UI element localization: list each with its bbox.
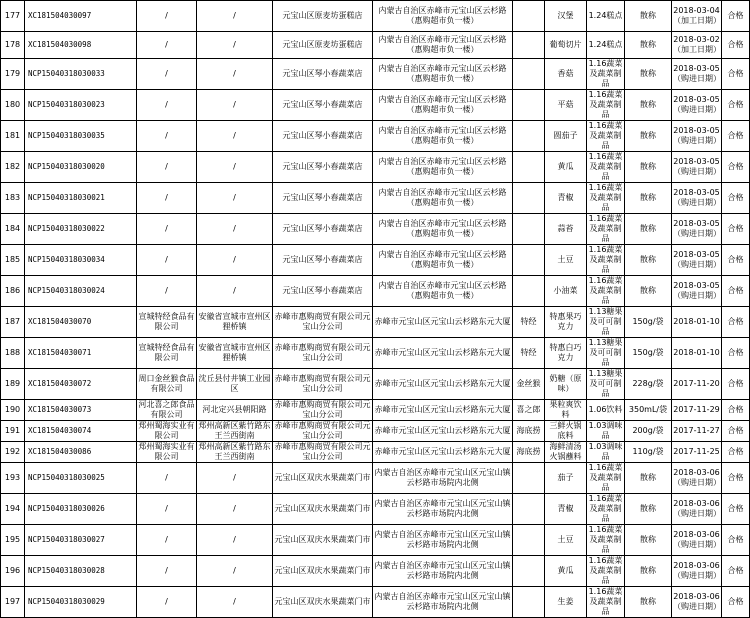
table-row	[1, 307, 750, 338]
seller-address-cell: 赤峰市元宝山区元宝山云杉路东元大厦	[373, 442, 513, 463]
result-cell: 合格	[722, 90, 750, 121]
date-cell: 2017-11-25	[672, 442, 722, 463]
producer-cell: /	[137, 90, 197, 121]
seller-address-cell: 赤峰市元宝山区元宝山云杉路东元大厦	[373, 421, 513, 442]
table-row	[1, 245, 750, 276]
producer-address-cell: 河北定兴县朝阳路	[197, 400, 273, 421]
spec-cell: 散称	[625, 1, 672, 32]
brand-cell: 金丝猴	[513, 369, 545, 400]
seller-address-cell: 内蒙古自治区赤峰市元宝山区云杉路（惠购超市负一楼）	[373, 245, 513, 276]
seller-cell: 元宝山区琴小春蔬菜店	[273, 59, 373, 90]
seller-address-cell: 内蒙古自治区赤峰市元宝山区元宝山镇云杉路市场院内北侧	[373, 463, 513, 494]
category-cell: 1.13糖果及可可制品	[587, 369, 625, 400]
category-cell: 1.16蔬菜及蔬菜制品	[587, 245, 625, 276]
producer-address-cell: /	[197, 587, 273, 618]
food-name-cell: 汉堡	[545, 1, 587, 32]
category-cell: 1.16蔬菜及蔬菜制品	[587, 59, 625, 90]
spec-cell: 散称	[625, 276, 672, 307]
result-cell: 合格	[722, 421, 750, 442]
food-name-cell: 三鲜火锅底料	[545, 421, 587, 442]
seller-cell: 元宝山区原麦坊蛋糕店	[273, 32, 373, 59]
seller-address-cell: 赤峰市元宝山区元宝山云杉路东元大厦	[373, 369, 513, 400]
food-name-cell: 黄瓜	[545, 556, 587, 587]
spec-cell: 散称	[625, 245, 672, 276]
date-cell: 2018-03-06（购进日期）	[672, 494, 722, 525]
date-cell: 2018-03-05（购进日期）	[672, 59, 722, 90]
sample-code-cell: XC181504030086	[25, 442, 137, 463]
spec-cell: 200g/袋	[625, 421, 672, 442]
seller-address-cell: 内蒙古自治区赤峰市元宝山区云杉路（惠购超市负一楼）	[373, 276, 513, 307]
result-cell: 合格	[722, 276, 750, 307]
seller-cell: 元宝山区琴小春蔬菜店	[273, 152, 373, 183]
table-row	[1, 369, 750, 400]
producer-address-cell: /	[197, 32, 273, 59]
row-number-cell: 185	[1, 245, 25, 276]
sample-code-cell: NCP15040318030034	[25, 245, 137, 276]
brand-cell: 喜之郎	[513, 400, 545, 421]
producer-address-cell: 郑州高新区紫竹路东王兰西街南	[198, 421, 271, 440]
result-cell: 合格	[722, 32, 750, 59]
brand-cell	[513, 183, 545, 214]
spec-cell: 散称	[625, 214, 672, 245]
seller-address-cell: 内蒙古自治区赤峰市元宝山区云杉路（惠购超市负一楼）	[373, 183, 513, 214]
table-row	[1, 90, 750, 121]
table-row	[1, 587, 750, 618]
sample-code-cell: NCP15040318030033	[25, 59, 137, 90]
table-row	[1, 183, 750, 214]
result-cell: 合格	[722, 442, 750, 463]
table-row	[1, 525, 750, 556]
result-cell: 合格	[722, 121, 750, 152]
producer-cell: /	[137, 152, 197, 183]
brand-cell	[513, 245, 545, 276]
brand-cell: 海底捞	[513, 442, 545, 463]
category-cell: 1.24糕点	[587, 1, 625, 32]
date-cell: 2018-03-04（加工日期）	[672, 1, 722, 32]
category-cell: 1.03调味品	[587, 442, 625, 463]
spec-cell: 350mL/袋	[625, 400, 672, 421]
producer-address-cell: /	[197, 245, 273, 276]
brand-cell	[513, 90, 545, 121]
seller-address-cell: 内蒙古自治区赤峰市元宝山区云杉路（惠购超市负一楼）	[373, 90, 513, 121]
brand-cell	[513, 494, 545, 525]
food-name-cell: 茄子	[545, 463, 587, 494]
category-cell: 1.16蔬菜及蔬菜制品	[587, 214, 625, 245]
producer-address-cell: /	[197, 463, 273, 494]
seller-cell: 赤峰市惠购商贸有限公司元宝山分公司	[274, 421, 371, 440]
date-cell: 2017-11-27	[672, 421, 722, 442]
producer-address-cell: 安徽省宣城市宣州区狸桥镇	[197, 338, 273, 369]
seller-address-cell: 内蒙古自治区赤峰市元宝山区云杉路（惠购超市负一楼）	[373, 32, 513, 59]
brand-cell	[513, 32, 545, 59]
spec-cell: 散称	[625, 152, 672, 183]
seller-address-cell: 赤峰市元宝山区元宝山云杉路东元大厦	[373, 338, 513, 369]
date-cell: 2018-03-02（加工日期）	[672, 32, 722, 59]
date-cell: 2017-11-29	[672, 400, 722, 421]
date-cell: 2017-11-20	[672, 369, 722, 400]
producer-cell: /	[137, 214, 197, 245]
food-name-cell: 黄瓜	[545, 152, 587, 183]
producer-address-cell: /	[197, 494, 273, 525]
seller-cell: 元宝山区原麦坊蛋糕店	[273, 1, 373, 32]
sample-code-cell: XC181504030070	[25, 307, 137, 338]
producer-address-cell: /	[197, 214, 273, 245]
food-name-cell: 葡萄切片	[545, 32, 587, 59]
sample-code-cell: NCP15040318030024	[25, 276, 137, 307]
row-number-cell: 178	[1, 32, 25, 59]
producer-address-cell: /	[197, 556, 273, 587]
row-number-cell: 183	[1, 183, 25, 214]
table-row	[1, 421, 750, 442]
producer-cell: /	[137, 556, 197, 587]
row-number-cell: 194	[1, 494, 25, 525]
producer-address-cell: /	[197, 525, 273, 556]
seller-address-cell: 内蒙古自治区赤峰市元宝山区云杉路（惠购超市负一楼）	[373, 152, 513, 183]
brand-cell	[513, 59, 545, 90]
seller-address-cell: 内蒙古自治区赤峰市元宝山区元宝山镇云杉路市场院内北侧	[373, 556, 513, 587]
food-name-cell: 青椒	[545, 494, 587, 525]
brand-cell: 海底捞	[513, 421, 545, 442]
sample-code-cell: NCP15040318030027	[25, 525, 137, 556]
spec-cell: 散称	[625, 587, 672, 618]
date-cell: 2018-03-05（购进日期）	[672, 183, 722, 214]
producer-address-cell: /	[197, 183, 273, 214]
row-number-cell: 188	[1, 338, 25, 369]
producer-cell: /	[137, 494, 197, 525]
row-number-cell: 184	[1, 214, 25, 245]
row-number-cell: 195	[1, 525, 25, 556]
category-cell: 1.03调味品	[587, 421, 625, 442]
spec-cell: 散称	[625, 59, 672, 90]
spec-cell: 散称	[625, 556, 672, 587]
food-name-cell: 土豆	[545, 525, 587, 556]
sample-code-cell: NCP15040318030035	[25, 121, 137, 152]
producer-cell: /	[137, 525, 197, 556]
date-cell: 2018-03-06（购进日期）	[672, 556, 722, 587]
brand-cell	[513, 121, 545, 152]
seller-cell: 元宝山区琴小春蔬菜店	[273, 183, 373, 214]
producer-address-cell: /	[197, 152, 273, 183]
producer-cell: /	[137, 1, 197, 32]
food-name-cell: 蒜苔	[545, 214, 587, 245]
producer-cell: /	[137, 183, 197, 214]
producer-cell: 宣城特经食品有限公司	[137, 307, 197, 338]
producer-address-cell: /	[197, 1, 273, 32]
producer-address-cell: /	[197, 121, 273, 152]
producer-address-cell: 沈丘县付井镇工业园区	[197, 369, 273, 400]
spec-cell: 150g/袋	[625, 307, 672, 338]
result-cell: 合格	[722, 1, 750, 32]
seller-cell: 元宝山区琴小春蔬菜店	[273, 214, 373, 245]
producer-cell: 河北喜之郎食品有限公司	[138, 400, 195, 419]
producer-cell: /	[137, 276, 197, 307]
category-cell: 1.16蔬菜及蔬菜制品	[587, 556, 625, 587]
seller-cell: 赤峰市惠购商贸有限公司元宝山分公司	[273, 307, 373, 338]
brand-cell: 特经	[513, 307, 545, 338]
date-cell: 2018-03-05（购进日期）	[672, 276, 722, 307]
food-name-cell: 香菇	[545, 59, 587, 90]
category-cell: 1.16蔬菜及蔬菜制品	[587, 90, 625, 121]
category-cell: 1.13糖果及可可制品	[587, 307, 625, 338]
result-cell: 合格	[722, 525, 750, 556]
row-number-cell: 197	[1, 587, 25, 618]
brand-cell	[513, 1, 545, 32]
spec-cell: 散称	[625, 525, 672, 556]
result-cell: 合格	[722, 494, 750, 525]
sample-code-cell: XC181504030098	[25, 32, 137, 59]
category-cell: 1.16蔬菜及蔬菜制品	[587, 525, 625, 556]
row-number-cell: 192	[1, 442, 25, 463]
seller-cell: 元宝山区琴小春蔬菜店	[273, 121, 373, 152]
producer-cell: 周口金丝猴食品有限公司	[137, 369, 197, 400]
seller-address-cell: 赤峰市元宝山区元宝山云杉路东元大厦	[373, 307, 513, 338]
result-cell: 合格	[722, 338, 750, 369]
producer-address-cell: /	[197, 276, 273, 307]
seller-address-cell: 内蒙古自治区赤峰市元宝山区元宝山镇云杉路市场院内北侧	[373, 587, 513, 618]
date-cell: 2018-01-10	[672, 307, 722, 338]
food-name-cell: 青椒	[545, 183, 587, 214]
brand-cell	[513, 214, 545, 245]
food-name-cell: 生姜	[545, 587, 587, 618]
seller-cell: 赤峰市惠购商贸有限公司元宝山分公司	[274, 442, 371, 461]
food-name-cell: 特惠果巧克力	[545, 307, 587, 338]
date-cell: 2018-03-05（购进日期）	[672, 121, 722, 152]
sample-code-cell: XC181504030073	[25, 400, 137, 421]
seller-address-cell: 赤峰市元宝山区元宝山云杉路东元大厦	[373, 400, 513, 421]
category-cell: 1.16蔬菜及蔬菜制品	[587, 152, 625, 183]
sample-code-cell: NCP15040318030022	[25, 214, 137, 245]
table-row	[1, 338, 750, 369]
spec-cell: 散称	[625, 121, 672, 152]
spec-cell: 228g/袋	[625, 369, 672, 400]
row-number-cell: 187	[1, 307, 25, 338]
food-name-cell: 土豆	[545, 245, 587, 276]
spec-cell: 散称	[625, 494, 672, 525]
seller-cell: 元宝山区双庆水果蔬菜门市	[273, 587, 373, 618]
producer-cell: 郑州蜀海实业有限公司	[138, 442, 195, 461]
producer-address-cell: 安徽省宣城市宣州区狸桥镇	[197, 307, 273, 338]
result-cell: 合格	[722, 245, 750, 276]
category-cell: 1.06饮料	[587, 400, 625, 421]
sample-code-cell: XC181504030074	[25, 421, 137, 442]
result-cell: 合格	[722, 400, 750, 421]
result-cell: 合格	[722, 556, 750, 587]
sample-code-cell: NCP15040318030025	[25, 463, 137, 494]
seller-address-cell: 内蒙古自治区赤峰市元宝山区云杉路（惠购超市负一楼）	[373, 59, 513, 90]
row-number-cell: 189	[1, 369, 25, 400]
category-cell: 1.16蔬菜及蔬菜制品	[587, 276, 625, 307]
seller-cell: 赤峰市惠购商贸有限公司元宝山分公司	[273, 369, 373, 400]
sample-code-cell: NCP15040318030021	[25, 183, 137, 214]
result-cell: 合格	[722, 59, 750, 90]
row-number-cell: 177	[1, 1, 25, 32]
brand-cell	[513, 276, 545, 307]
result-cell: 合格	[722, 369, 750, 400]
food-name-cell: 特惠白巧克力	[545, 338, 587, 369]
row-number-cell: 190	[1, 400, 25, 421]
seller-cell: 元宝山区琴小春蔬菜店	[273, 90, 373, 121]
table-row	[1, 214, 750, 245]
date-cell: 2018-03-06（购进日期）	[672, 587, 722, 618]
spec-cell: 110g/袋	[625, 442, 672, 463]
date-cell: 2018-03-06（购进日期）	[672, 463, 722, 494]
category-cell: 1.16蔬菜及蔬菜制品	[587, 183, 625, 214]
date-cell: 2018-03-05（购进日期）	[672, 245, 722, 276]
seller-cell: 元宝山区双庆水果蔬菜门市	[273, 556, 373, 587]
producer-address-cell: /	[197, 90, 273, 121]
food-name-cell: 小油菜	[545, 276, 587, 307]
food-name-cell: 奶糖（原味）	[545, 369, 587, 400]
seller-cell: 元宝山区琴小春蔬菜店	[273, 276, 373, 307]
brand-cell: 特经	[513, 338, 545, 369]
food-name-cell: 海鲜清汤火锅蘸料	[545, 442, 587, 463]
table-row	[1, 121, 750, 152]
producer-cell: /	[137, 121, 197, 152]
category-cell: 1.13糖果及可可制品	[587, 338, 625, 369]
producer-cell: /	[137, 245, 197, 276]
date-cell: 2018-03-05（购进日期）	[672, 90, 722, 121]
spec-cell: 散称	[625, 90, 672, 121]
seller-cell: 赤峰市惠购商贸有限公司元宝山分公司	[273, 338, 373, 369]
table-row	[1, 442, 750, 463]
producer-cell: 宣城特经食品有限公司	[137, 338, 197, 369]
category-cell: 1.16蔬菜及蔬菜制品	[587, 587, 625, 618]
brand-cell	[513, 525, 545, 556]
sample-code-cell: NCP15040318030020	[25, 152, 137, 183]
category-cell: 1.16蔬菜及蔬菜制品	[587, 494, 625, 525]
brand-cell	[513, 152, 545, 183]
producer-cell: /	[137, 463, 197, 494]
spec-cell: 散称	[625, 183, 672, 214]
spec-cell: 散称	[625, 32, 672, 59]
food-name-cell: 果粒爽饮料	[545, 400, 587, 421]
result-cell: 合格	[722, 587, 750, 618]
producer-address-cell: /	[197, 59, 273, 90]
seller-cell: 元宝山区琴小春蔬菜店	[273, 245, 373, 276]
seller-cell: 元宝山区双庆水果蔬菜门市	[273, 463, 373, 494]
sample-code-cell: XC181504030097	[25, 1, 137, 32]
row-number-cell: 191	[1, 421, 25, 442]
producer-cell: /	[137, 59, 197, 90]
result-cell: 合格	[722, 214, 750, 245]
table-row	[1, 152, 750, 183]
table-row	[1, 494, 750, 525]
result-cell: 合格	[722, 152, 750, 183]
producer-address-cell: 郑州高新区紫竹路东王兰西街南	[198, 442, 271, 461]
table-row	[1, 276, 750, 307]
producer-cell: /	[137, 32, 197, 59]
brand-cell	[513, 463, 545, 494]
seller-address-cell: 内蒙古自治区赤峰市元宝山区元宝山镇云杉路市场院内北侧	[373, 525, 513, 556]
seller-address-cell: 内蒙古自治区赤峰市元宝山区云杉路（惠购超市负一楼）	[373, 1, 513, 32]
seller-address-cell: 内蒙古自治区赤峰市元宝山区云杉路（惠购超市负一楼）	[373, 121, 513, 152]
result-cell: 合格	[722, 183, 750, 214]
category-cell: 1.16蔬菜及蔬菜制品	[587, 463, 625, 494]
brand-cell	[513, 587, 545, 618]
food-name-cell: 圆茄子	[545, 121, 587, 152]
date-cell: 2018-03-05（购进日期）	[672, 214, 722, 245]
table-row	[1, 400, 750, 421]
row-number-cell: 193	[1, 463, 25, 494]
producer-cell: 郑州蜀海实业有限公司	[138, 421, 195, 440]
table-body	[1, 1, 750, 618]
seller-cell: 元宝山区双庆水果蔬菜门市	[273, 494, 373, 525]
row-number-cell: 179	[1, 59, 25, 90]
spec-cell: 150g/袋	[625, 338, 672, 369]
sample-code-cell: NCP15040318030028	[25, 556, 137, 587]
result-cell: 合格	[722, 463, 750, 494]
row-number-cell: 181	[1, 121, 25, 152]
category-cell: 1.24糕点	[587, 32, 625, 59]
sample-code-cell: NCP15040318030029	[25, 587, 137, 618]
table-row	[1, 1, 750, 32]
table-row	[1, 463, 750, 494]
producer-cell: /	[137, 587, 197, 618]
row-number-cell: 196	[1, 556, 25, 587]
sample-code-cell: NCP15040318030026	[25, 494, 137, 525]
sample-code-cell: XC181504030071	[25, 338, 137, 369]
date-cell: 2018-01-10	[672, 338, 722, 369]
seller-address-cell: 内蒙古自治区赤峰市元宝山区元宝山镇云杉路市场院内北侧	[373, 494, 513, 525]
category-cell: 1.16蔬菜及蔬菜制品	[587, 121, 625, 152]
date-cell: 2018-03-06（购进日期）	[672, 525, 722, 556]
sample-code-cell: XC181504030072	[25, 369, 137, 400]
table-row	[1, 59, 750, 90]
spec-cell: 散称	[625, 463, 672, 494]
food-name-cell: 平菇	[545, 90, 587, 121]
result-cell: 合格	[722, 307, 750, 338]
row-number-cell: 182	[1, 152, 25, 183]
sample-code-cell: NCP15040318030023	[25, 90, 137, 121]
seller-cell: 赤峰市惠购商贸有限公司元宝山分公司	[274, 400, 371, 419]
row-number-cell: 180	[1, 90, 25, 121]
date-cell: 2018-03-05（购进日期）	[672, 152, 722, 183]
seller-address-cell: 内蒙古自治区赤峰市元宝山区云杉路（惠购超市负一楼）	[373, 214, 513, 245]
row-number-cell: 186	[1, 276, 25, 307]
seller-cell: 元宝山区双庆水果蔬菜门市	[273, 525, 373, 556]
table-row	[1, 32, 750, 59]
